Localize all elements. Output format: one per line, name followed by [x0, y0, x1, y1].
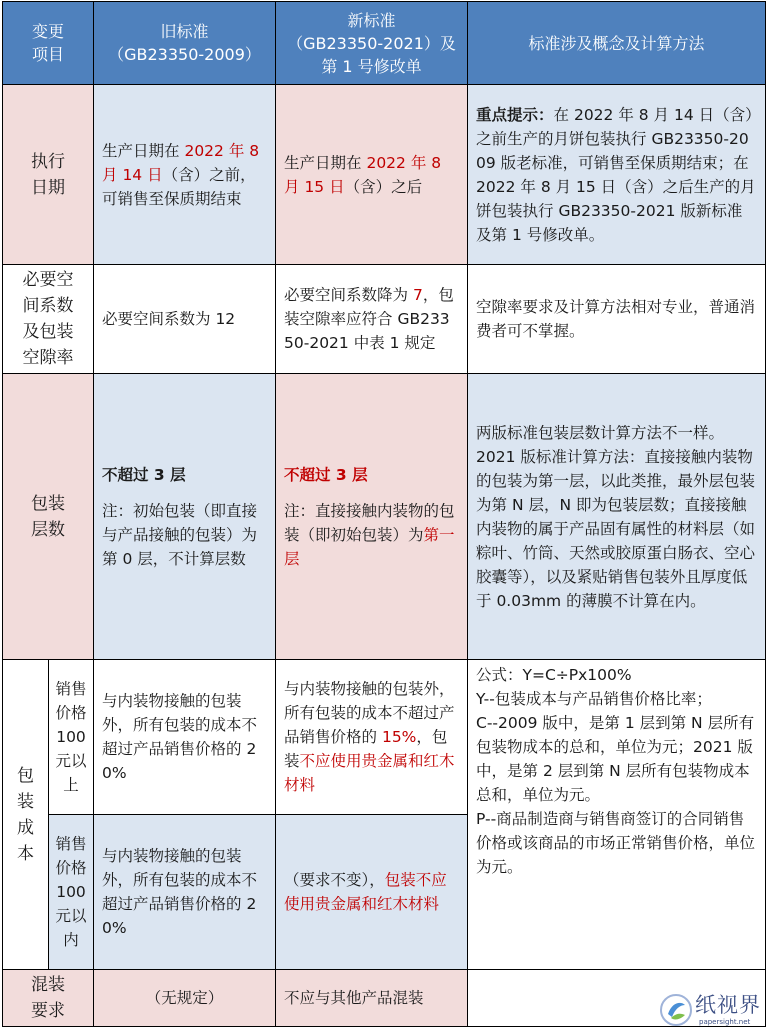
category-layers: 包装 层数 — [3, 374, 94, 660]
layers-new: 不超过 3 层 注：直接接触内装物的包装（即初始包装）为第一层 — [276, 374, 468, 660]
mixed-new: 不应与其他产品混装 — [276, 970, 468, 1027]
category-space: 必要空 间系数 及包装 空隙率 — [3, 265, 94, 374]
row-layers — [3, 374, 766, 660]
layers-method: 两版标准包装层数计算方法不一样。 2021 版标准计算方法：直接接触内装物的包装为第一层，以此类推，最外层包装为第 N 层，N 即为包装层数；直接接触内装物的属于产品固有属性的材料层（如粽叶、竹筒、天然或胶原蛋白肠衣、空心胶囊等），以及紧贴销售包装外且厚度低于 0.03mm 的薄膜不计算在内。 — [468, 374, 766, 660]
space-method: 空隙率要求及计算方法相对专业，普通消费者可不掌握。 — [468, 265, 766, 374]
cost-above-new: 与内装物接触的包装外，所有包装的成本不超过产品销售价格的 15%，包装不应使用贵金属和红木材料 — [276, 660, 468, 815]
watermark-logo — [657, 989, 761, 1031]
row-date — [3, 85, 766, 265]
watermark-name: 纸视界 — [695, 993, 761, 1017]
row-space — [3, 265, 766, 374]
mixed-old: （无规定） — [94, 970, 276, 1027]
category-date: 执行 日期 — [3, 85, 94, 265]
cost-above-old: 与内装物接触的包装外，所有包装的成本不超过产品销售价格的 20% — [94, 660, 276, 815]
standard-comparison-table — [2, 1, 766, 1027]
date-old: 生产日期在 2022 年 8 月 14 日（含）之前，可销售至保质期结束 — [94, 85, 276, 265]
cost-within-old: 与内装物接触的包装外，所有包装的成本不超过产品销售价格的 20% — [94, 815, 276, 970]
date-new: 生产日期在 2022 年 8 月 15 日（含）之后 — [276, 85, 468, 265]
date-method: 重点提示：在 2022 年 8 月 14 日（含）之前生产的月饼包装执行 GB23350-2009 版老标准，可销售至保质期结束；在 2022 年 8 月 15 日（含）之后生产的月饼包装执行 GB23350-2021 版新标准及第 1 号修改单。 — [468, 85, 766, 265]
row-mixed — [3, 970, 766, 1027]
cost-within-new: （要求不变），包装不应使用贵金属和红木材料 — [276, 815, 468, 970]
header-new-standard: 新标准 （GB23350-2021）及 第 1 号修改单 — [276, 2, 468, 85]
header-method: 标准涉及概念及计算方法 — [468, 2, 766, 85]
row-cost-above-100 — [3, 660, 766, 815]
subcategory-within-100: 销售 价格 100 元以 内 — [49, 815, 94, 970]
cost-method: 公式：Y=C÷Px100% Y--包装成本与产品销售价格比率； C--2009 版中，是第 1 层到第 N 层所有包装物成本的总和，单位为元；2021 版中，是第 2 层到第 N 层所有包装物成本总和，单位为元。 P--商品制造商与销售商签订的合同销售价格或该商品的市场正常销售价格，单位为元。 — [468, 660, 766, 970]
space-old: 必要空间系数为 12 — [94, 265, 276, 374]
category-cost: 包 装 成 本 — [3, 660, 49, 970]
space-new: 必要空间系数降为 7，包装空隙率应符合 GB23350-2021 中表 1 规定 — [276, 265, 468, 374]
watermark-url: papersight.net — [699, 1018, 751, 1026]
header-item: 变更 项目 — [3, 2, 94, 85]
header-row — [3, 2, 766, 85]
logo-mark-icon — [659, 993, 693, 1027]
layers-old: 不超过 3 层 注：初始包装（即直接与产品接触的包装）为第 0 层，不计算层数 — [94, 374, 276, 660]
header-old-standard: 旧标准 （GB23350-2009） — [94, 2, 276, 85]
category-mixed: 混装 要求 — [3, 970, 94, 1027]
subcategory-above-100: 销售 价格 100 元以 上 — [49, 660, 94, 815]
